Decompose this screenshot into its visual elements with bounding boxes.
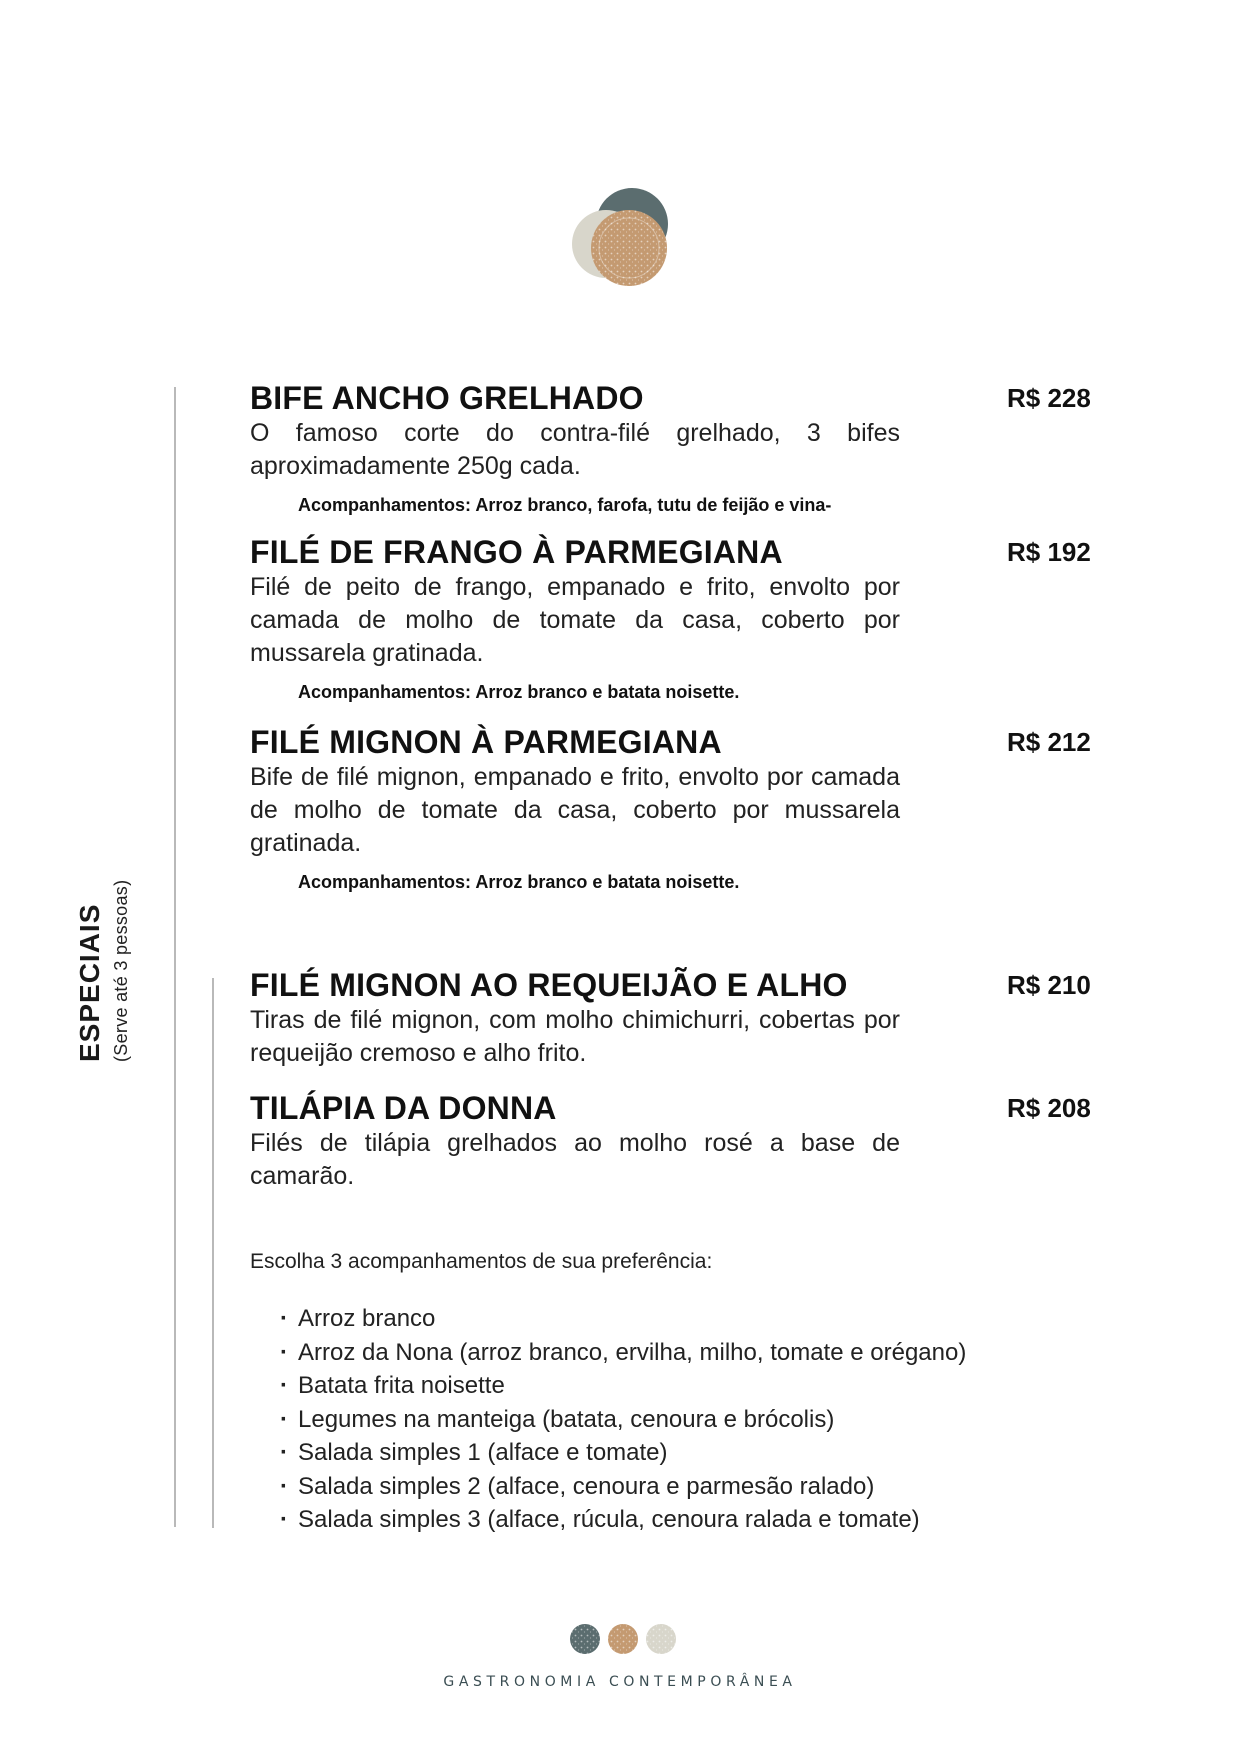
dish-description: Filé de peito de frango, empanado e frito, envolto por camada de molho de tomate da casa, coberto por mussarela gratinada. bbox=[250, 573, 900, 667]
list-item: · Salada simples 1 (alface e tomate) bbox=[280, 1436, 966, 1470]
dish-name: TILÁPIA DA DONNA bbox=[250, 1090, 557, 1126]
section-label bbox=[72, 802, 134, 1062]
restaurant-logo-icon bbox=[568, 186, 680, 294]
dish-price: R$ 228 bbox=[1007, 383, 1091, 413]
list-item: · Salada simples 3 (alface, rúcula, cenoura ralada e tomate) bbox=[280, 1503, 966, 1537]
dish-description: Tiras de filé mignon, com molho chimichurri, cobertas por requeijão cremoso e alho frito. bbox=[250, 1006, 900, 1067]
accompaniments-list bbox=[280, 1302, 966, 1537]
dish-price: R$ 212 bbox=[1007, 727, 1091, 757]
dish-price: R$ 192 bbox=[1007, 537, 1091, 567]
list-item: · Arroz branco bbox=[280, 1302, 966, 1336]
accompaniments-intro: Escolha 3 acompanhamentos de sua preferência: bbox=[250, 1250, 713, 1273]
menu-item bbox=[250, 723, 1102, 894]
list-item: · Legumes na manteiga (batata, cenoura e brócolis) bbox=[280, 1403, 966, 1437]
menu-item bbox=[250, 533, 1102, 704]
dish-description: Bife de filé mignon, empanado e frito, envolto por camada de molho de tomate da casa, coberto por mussarela gratinada. bbox=[250, 763, 900, 857]
dish-accompaniments: Acompanhamentos: Arroz branco, farofa, tutu de feijão e vina- bbox=[298, 495, 832, 515]
section-divider-line bbox=[174, 387, 176, 1527]
list-item: · Batata frita noisette bbox=[280, 1369, 966, 1403]
dish-description: O famoso corte do contra-filé grelhado, 3 bifes aproximadamente 250g cada. bbox=[250, 419, 900, 480]
dish-name: FILÉ MIGNON À PARMEGIANA bbox=[250, 724, 722, 760]
dish-accompaniments: Acompanhamentos: Arroz branco e batata noisette. bbox=[298, 872, 740, 892]
list-item: · Salada simples 2 (alface, cenoura e parmesão ralado) bbox=[280, 1470, 966, 1504]
section-title: ESPECIAIS bbox=[74, 903, 105, 1062]
dish-name: FILÉ MIGNON AO REQUEIJÃO E ALHO bbox=[250, 967, 848, 1003]
list-item: · Arroz da Nona (arroz branco, ervilha, milho, tomate e orégano) bbox=[280, 1336, 966, 1370]
menu-item bbox=[250, 1089, 1102, 1193]
dish-name: FILÉ DE FRANGO À PARMEGIANA bbox=[250, 534, 783, 570]
menu-item bbox=[250, 966, 1102, 1070]
dish-description: Filés de tilápia grelhados ao molho rosé a base de camarão. bbox=[250, 1129, 900, 1190]
brand-tagline: GASTRONOMIA CONTEMPORÂNEA bbox=[443, 1674, 797, 1690]
dish-name: BIFE ANCHO GRELHADO bbox=[250, 380, 644, 416]
footer-plates-icon bbox=[568, 1622, 678, 1656]
section-divider-line bbox=[212, 978, 214, 1528]
menu-item bbox=[250, 379, 1102, 517]
section-subtitle: (Serve até 3 pessoas) bbox=[111, 879, 131, 1062]
dish-accompaniments: Acompanhamentos: Arroz branco e batata noisette. bbox=[298, 682, 740, 702]
dish-price: R$ 208 bbox=[1007, 1093, 1091, 1123]
dish-price: R$ 210 bbox=[1007, 970, 1091, 1000]
